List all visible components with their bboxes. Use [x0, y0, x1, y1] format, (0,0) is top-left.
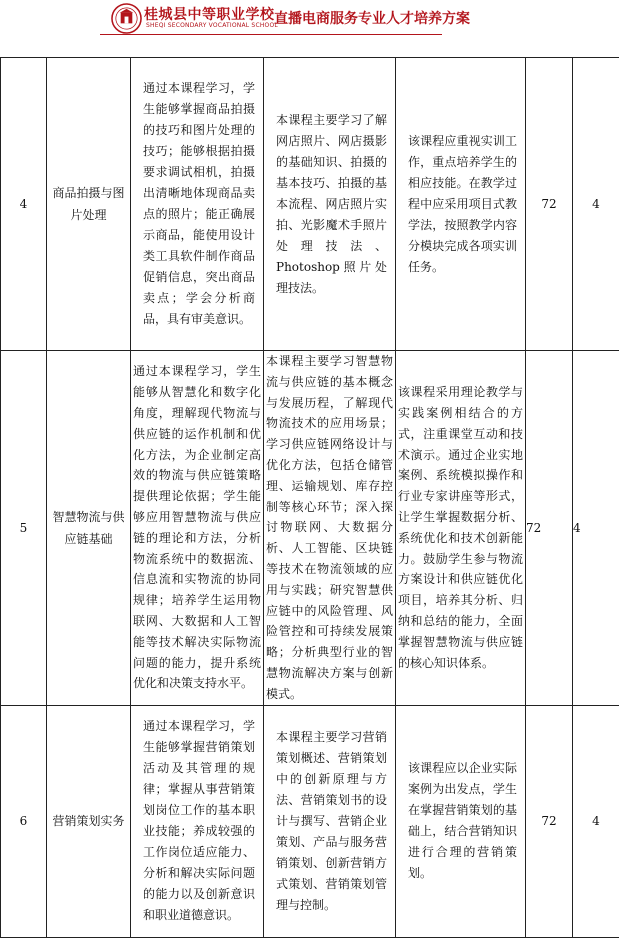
curriculum-table: [0, 57, 619, 938]
school-logo-icon: [111, 3, 142, 34]
table-row: [1, 705, 619, 937]
table-row: [1, 58, 619, 351]
course-hours: 72: [526, 705, 573, 937]
course-credits: 4: [573, 351, 619, 706]
course-name: 营销策划实务: [47, 705, 131, 937]
course-number: 5: [1, 351, 47, 706]
course-hours: 72: [526, 351, 573, 706]
course-name: 商品拍摄与图片处理: [47, 58, 131, 351]
teaching-requirement: 该课程应重视实训工作，重点培养学生的相应技能。在教学过程中应采用项目式教学法，按照教学内容分模块完成各项实训任务。: [396, 58, 526, 351]
teaching-requirement: 该课程采用理论教学与实践案例相结合的方式，注重课堂互动和技术演示。通过企业实地案例、系统模拟操作和行业专家讲座等形式，让学生掌握数据分析、系统优化和技术创新能力。鼓励学生参与物流方案设计和供应链优化项目，培养其分析、归纳和总结的能力，全面掌握智慧物流与供应链的核心知识体系。: [396, 351, 526, 706]
course-objective: 通过本课程学习，学生能够掌握商品拍摄的技巧和图片处理的技巧；能够根据拍摄要求调试相机，拍摄出清晰地体现商品卖点的照片；能正确展示商品，能使用设计类工具软件制作商品促销信息，突出商品卖点；学会分析商品，具有审美意识。: [131, 58, 264, 351]
header-divider: [100, 34, 442, 35]
course-number: 4: [1, 58, 47, 351]
course-content: 本课程主要学习营销策划概述、营销策划中的创新原理与方法、营销策划书的设计与撰写、营销企业策划、产品与服务营销策划、创新营销方式策划、营销策划管理与控制。: [264, 705, 396, 937]
course-hours: 72: [526, 58, 573, 351]
course-content: 本课程主要学习智慧物流与供应链的基本概念与发展历程，了解现代物流技术的应用场景；学习供应链网络设计与优化方法，包括仓储管理、运输规划、库存控制等核心环节；深入探讨物联网、大数据分析、人工智能、区块链等技术在物流领域的应用与实践；研究智慧供应链中的风险管理、风险管控和可持续发展策略；分析典型行业的智慧物流解决方案与创新模式。: [264, 351, 396, 706]
course-number: 6: [1, 705, 47, 937]
course-content: 本课程主要学习了解网店照片、网店摄影的基础知识、拍摄的基本技巧、拍摄的基本流程、网店照片实拍、光影魔术手照片处理技法、Photoshop照片处理技法。: [264, 58, 396, 351]
course-objective: 通过本课程学习，学生能够从智慧化和数字化角度，理解现代物流与供应链的运作机制和优化方法，为企业制定高效的物流与供应链策略提供理论依据；学生能够应用智慧物流与供应链的理论和方法，分析物流系统中的数据流、信息流和实物流的协同规律；培养学生运用物联网、大数据和人工智能等技术解决实际物流问题的能力，提升系统优化和决策支持水平。: [131, 351, 264, 706]
page-header: [0, 0, 619, 44]
table-row: [1, 351, 619, 706]
school-name: 桂城县中等职业学校: [144, 4, 275, 24]
course-objective: 通过本课程学习，学生能够掌握营销策划活动及其管理的规律；掌握从事营销策划岗位工作的基本职业技能；养成较强的工作岗位适应能力、分析和解决实际问题的能力以及创新意识和职业道德意识。: [131, 705, 264, 937]
course-name: 智慧物流与供应链基础: [47, 351, 131, 706]
school-name-en: SHEQI SECONDARY VOCATIONAL SCHOOL: [146, 22, 278, 29]
document-title: 直播电商服务专业人才培养方案: [274, 8, 470, 28]
course-credits: 4: [573, 705, 619, 937]
teaching-requirement: 该课程应以企业实际案例为出发点，学生在掌握营销策划的基础上，结合营销知识进行合理的营销策划。: [396, 705, 526, 937]
course-credits: 4: [573, 58, 619, 351]
